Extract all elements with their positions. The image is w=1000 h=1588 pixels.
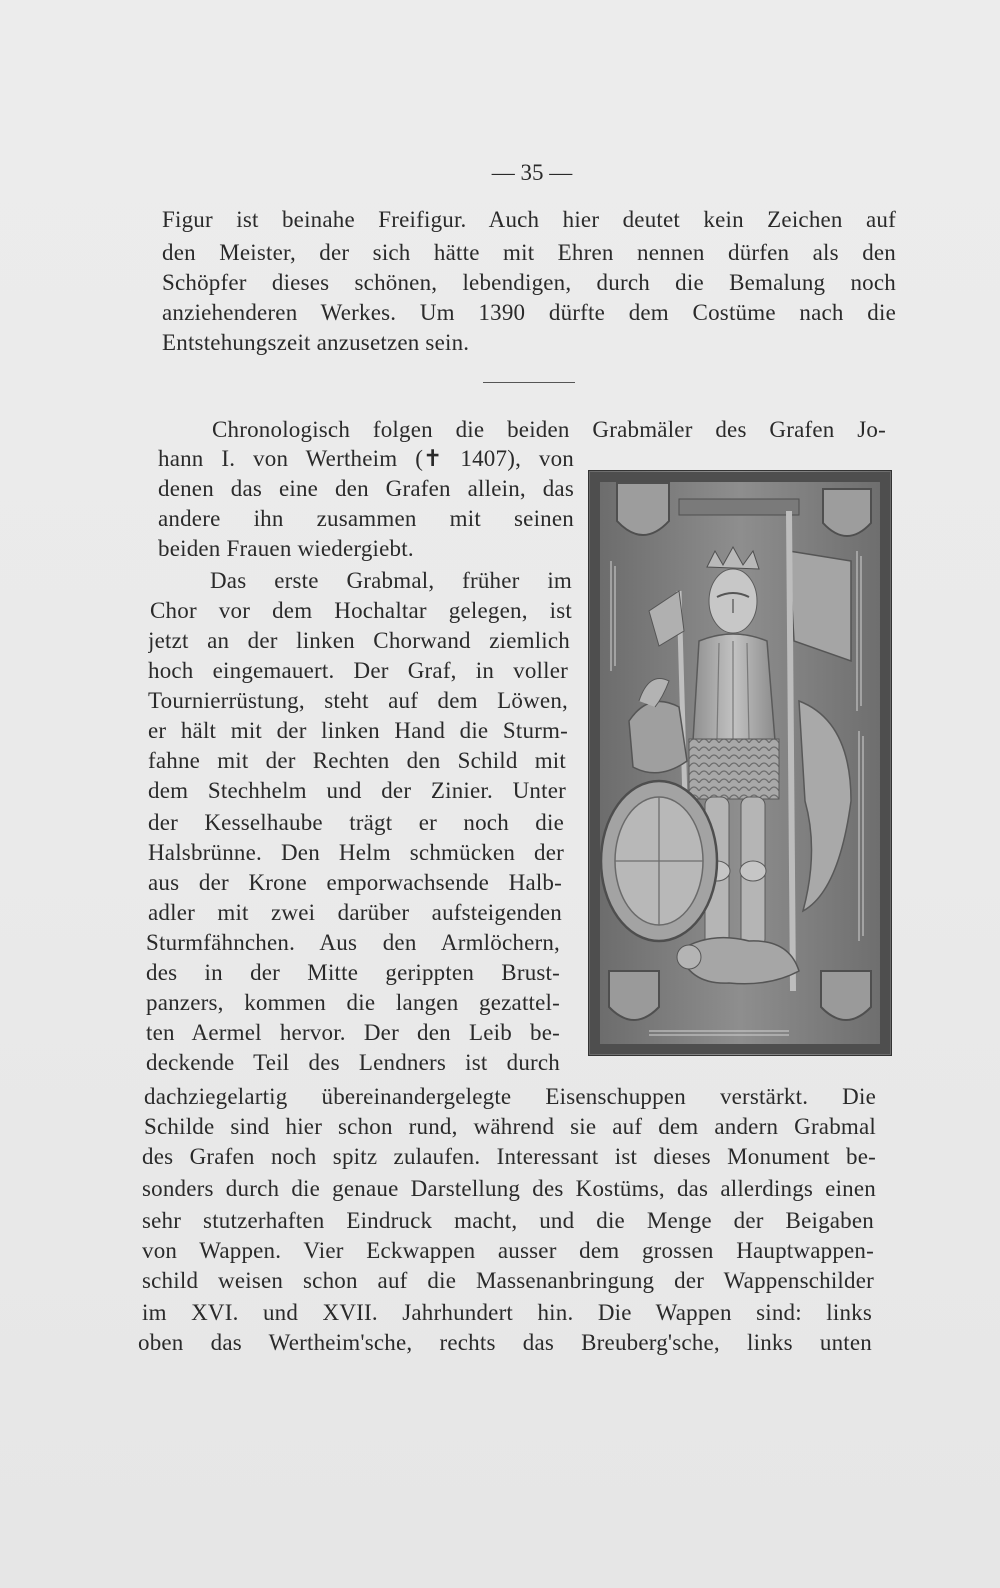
text-line: Sturmfähnchen. Aus den Armlöchern,: [146, 930, 560, 955]
text-line: den Meister, der sich hätte mit Ehren nennen dürfen als den: [162, 240, 896, 265]
text-line: Das erste Grabmal, früher im: [210, 568, 572, 593]
text-line: dem Stechhelm und der Zinier. Unter: [148, 778, 566, 803]
text-line: andere ihn zusammen mit seinen: [158, 506, 574, 531]
text-line: des Grafen noch spitz zulaufen. Interessant ist dieses Monument be-: [142, 1144, 876, 1169]
text-line: Schöpfer dieses schönen, lebendigen, durch die Bemalung noch: [162, 270, 896, 295]
text-line: panzers, kommen die langen gezattel-: [146, 990, 560, 1015]
text-line: Entstehungszeit anzusetzen sein.: [162, 330, 470, 355]
text-line: ten Aermel hervor. Der den Leib be-: [146, 1020, 560, 1045]
text-line: denen das eine den Grafen allein, das: [158, 476, 574, 501]
text-line: Chronologisch folgen die beiden Grabmäler des Grafen Jo-: [212, 417, 886, 442]
text-line: hann I. von Wertheim (✝ 1407), von: [158, 446, 574, 471]
text-line: er hält mit der linken Hand die Sturm-: [148, 718, 568, 743]
text-line: hoch eingemauert. Der Graf, in voller: [148, 658, 568, 683]
text-line: schild weisen schon auf die Massenanbringung der Wappenschilder: [142, 1268, 874, 1293]
text-line: Schilde sind hier schon rund, während sie auf dem andern Grabmal: [144, 1114, 876, 1139]
coat-of-arms-bottom-right: [821, 971, 871, 1020]
text-line: im XVI. und XVII. Jahrhundert hin. Die Wappen sind: links: [142, 1300, 872, 1325]
text-line: aus der Krone emporwachsende Halb-: [148, 870, 562, 895]
text-line: beiden Frauen wiedergiebt.: [158, 536, 414, 561]
coat-of-arms-bottom-left: [609, 971, 659, 1020]
page-number: — 35 —: [491, 160, 573, 185]
scale-skirt: [689, 739, 779, 799]
tomb-effigy-illustration: [589, 471, 891, 1055]
text-line: sonders durch die genaue Darstellung des Kostüms, das allerdings einen: [142, 1176, 876, 1201]
text-line: des in der Mitte gerippten Brust-: [146, 960, 560, 985]
text-line: sehr stutzerhaften Eindruck macht, und die Menge der Beigaben: [142, 1208, 874, 1233]
text-line: Tournierrüstung, steht auf dem Löwen,: [148, 688, 568, 713]
coat-of-arms-top-right: [823, 489, 871, 536]
text-line: Chor vor dem Hochaltar gelegen, ist: [150, 598, 572, 623]
text-line: anziehenderen Werkes. Um 1390 dürfte dem Costüme nach die: [162, 300, 896, 325]
coat-of-arms-top-left: [617, 483, 669, 535]
text-line: von Wappen. Vier Eckwappen ausser dem grossen Hauptwappen-: [142, 1238, 874, 1263]
text-line: fahne mit der Rechten den Schild mit: [148, 748, 566, 773]
knight-breastplate: [693, 634, 775, 741]
text-line: Halsbrünne. Den Helm schmücken der: [148, 840, 564, 865]
text-line: adler mit zwei darüber aufsteigenden: [148, 900, 562, 925]
tomb-effigy-photo: [588, 470, 892, 1056]
text-line: dachziegelartig übereinandergelegte Eisenschuppen verstärkt. Die: [144, 1084, 876, 1109]
canopy: [679, 499, 799, 515]
text-line: Figur ist beinahe Freifigur. Auch hier deutet kein Zeichen auf: [162, 207, 896, 232]
text-line: der Kesselhaube trägt er noch die: [148, 810, 564, 835]
text-line: deckende Teil des Lendners ist durch: [146, 1050, 560, 1075]
text-line: oben das Wertheim'sche, rechts das Breuberg'sche, links unten: [138, 1330, 872, 1355]
section-divider: [483, 382, 575, 383]
jousting-helm: [629, 701, 687, 772]
lance: [789, 511, 793, 991]
text-line: jetzt an der linken Chorwand ziemlich: [148, 628, 570, 653]
